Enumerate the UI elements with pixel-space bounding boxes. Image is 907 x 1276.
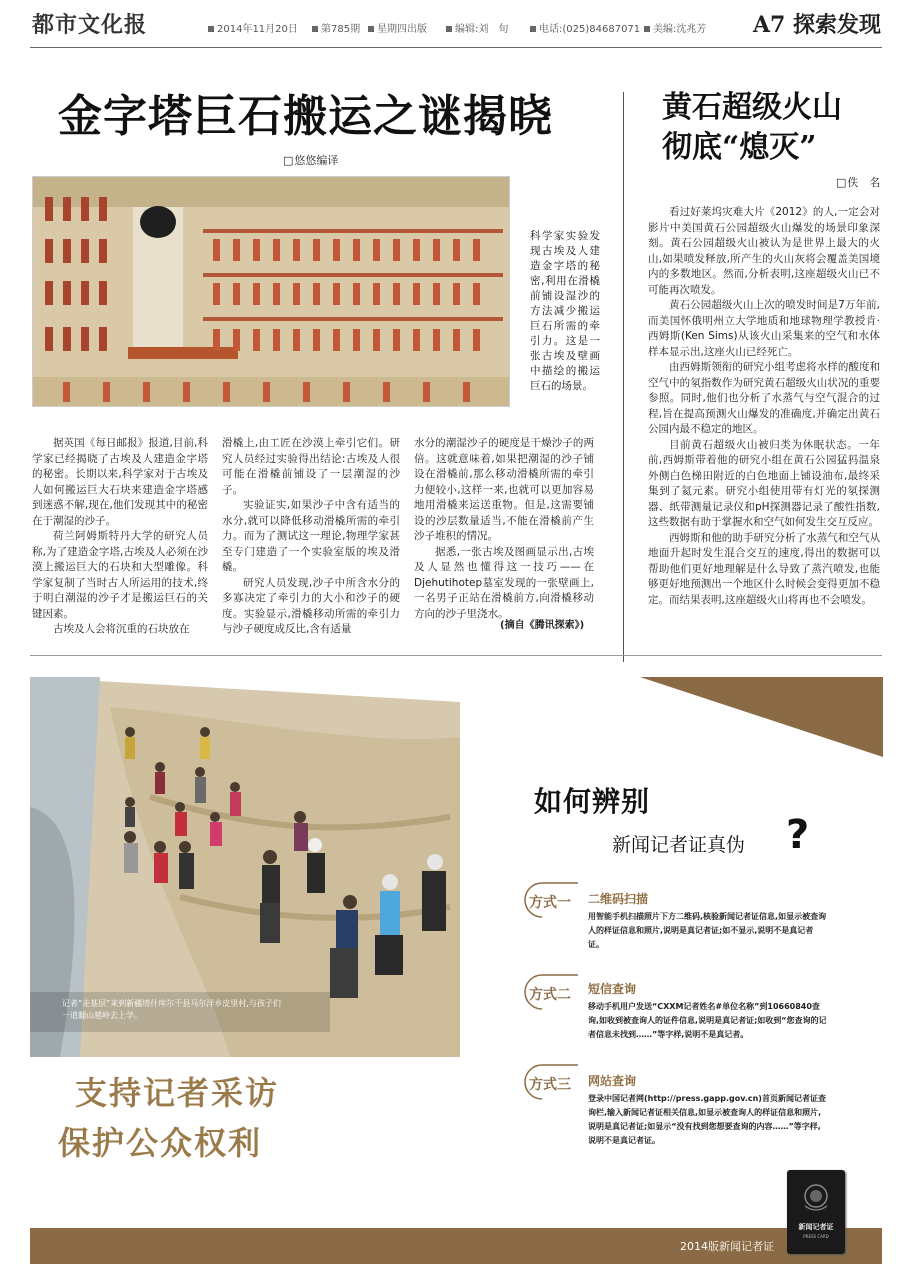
paragraph: 古埃及人会将沉重的石块放在 [53,623,190,635]
main-article-byline: □ 悠悠编译 [283,152,338,168]
decorative-brown-banner [640,677,883,757]
method-text-1: 用智能手机扫描照片下方二维码,核验新闻记者证信息,如显示被查询人的样证信息和照片,说明是真记者证;如不显示,说明不是真记者证。 [588,912,827,949]
method-badge-label: 方式二 [529,987,571,1003]
national-emblem-icon [787,1170,845,1254]
method-badge-1 [520,880,580,920]
ad-photo-caption: 记者“走基层”来到新疆塔什库尔干县马尔洋乡皮里村,与孩子们一道翻山越岭去上学。 [62,999,281,1020]
paragraph: 看过好莱坞灾难大片《2012》的人,一定会对影片中美国黄石公园超级火山爆发的场景印象深刻。黄石公园超级火山被认为是世界上最大的火山,如果喷发释放,所产生的火山灰将会覆盖美国境内的多数地区。然而,分析表明,这座超级火山已不可能再次喷发。 [648,206,880,296]
method-badge-label: 方式一 [529,895,571,911]
paragraph: 研究人员发现,沙子中所含水分的多寡决定了牵引力的大小和沙子的硬度。实验显示,滑橇移动所需的牵引力与沙子硬度成反比,含有适量 [222,576,400,635]
side-article-byline: □ 佚 名 [836,174,880,190]
egyptian-mural-photo [32,176,510,407]
main-article-column-2 [222,436,400,638]
main-article-title: 金字塔巨石搬运之谜揭晓 [58,91,553,142]
slogan-line-1: 支持记者采访 [75,1074,280,1112]
press-card-image [787,1170,845,1254]
issue-number: 第785期 [312,20,360,35]
issue-weekday: 星期四出版 [368,20,427,35]
article-source: (摘自《腾讯探索》) [500,620,585,631]
side-article-title [662,88,882,168]
phone-credit: 电话:(025)84687071 [530,20,640,35]
editor-credit: 编辑:刘 旬 [446,20,508,35]
main-article-column-1 [32,436,208,638]
ad-subtitle: 新闻记者证真伪 [612,834,746,856]
method-title-3: 网站查询 [588,1074,637,1088]
main-article-column-3 [414,436,594,622]
method-badge-label: 方式三 [529,1077,571,1093]
paragraph: 水分的潮湿沙子的硬度是干燥沙子的两倍。这就意味着,如果把潮湿的沙子铺设在滑橇前,那么移动滑橇所需的牵引力便较小,这样一来,也就可以更加容易地用滑橇来运送重物。但是,这需要铺设的沙层数量适当,不能在滑橇前产生沙子堆积的情况。 [414,437,594,542]
method-text-2: 移动手机用户发送“CXXM记者姓名#单位名称”到10660840查询,如收到被查询人的证件信息,说明是真记者证;如收到“您查询的记者信息未找到……”等字样,说明不是真记者。 [588,1002,827,1039]
paragraph: 黄石公园超级火山上次的喷发时间是7万年前,而美国怀俄明州立大学地质和地球物理学教授肯·西姆斯(Ken Sims)从该火山采集来的空气和水体样本显示出,这座火山已经死亡。 [648,299,880,358]
paragraph: 滑橇上,由工匠在沙漠上牵引它们。研究人员经过实验得出结论:古埃及人很可能在滑橇前铺设了一层潮湿的沙子。 [222,437,400,496]
mural-photo-caption: 科学家实验发现古埃及人建造金字塔的秘密,利用在滑橇前铺设湿沙的方法减少搬运巨石所需的牵引力。这是一张古埃及壁画中描绘的搬运巨石的场景。 [530,230,600,392]
paragraph: 据英国《每日邮报》报道,目前,科学家已经揭晓了古埃及人建造金字塔的秘密。长期以来,科学家对于古埃及人如何搬运巨大石块来建造金字塔感到迷惑不解,现在,他们发现其中的秘密在于潮湿的沙子。 [32,437,208,527]
side-title-line-1: 黄石超级火山 [662,90,842,125]
press-card-title: 新闻记者证 [798,1223,834,1231]
method-title-2: 短信查询 [588,982,637,996]
page-tag: A7 探索发现 [752,12,881,38]
paragraph: 据悉,一张古埃及图画显示出,古埃及人显然也懂得这一技巧——在Djehutihotep墓室发现的一张壁画上,一名男子正站在滑橇前方,向滑橇移动方向的沙子里浇水。 [414,545,594,620]
question-mark: ? [786,812,810,858]
section-rule [30,655,882,656]
designer-credit: 美编:沈兆芳 [644,20,706,35]
side-title-line-2: 彻底“熄灭” [662,130,817,165]
method-badge-2 [520,972,580,1012]
slogan-line-2: 保护公众权利 [58,1124,263,1162]
paragraph: 目前黄石超级火山被归类为休眠状态。一年前,西姆斯带着他的研究小组在黄石公园猛犸温泉外侧白色梯田附近的白色地面上铺设油布,最终采集到了氦元素。研究小组使用带有灯光的氡探测器、纸带测量记录仪和pH探测器记录了酸性指数,这些数据有助于掌握水和空气如何发生交互反应。 [648,438,880,528]
press-card-label: 2014版新闻记者证 [680,1240,774,1253]
masthead: 都市文化报 [32,12,148,38]
method-title-1: 二维码扫描 [588,892,649,906]
method-badge-3 [520,1062,580,1102]
paragraph: 西姆斯和他的助手研究分析了水蒸气和空气从地面升起时发生混合交互的速度,得出的数据可以帮助他们更好地理解是什么导致了蒸汽喷发,也能够更好地预测出一个地区什么时候会变得更加不稳定。而结果表明,这座超级火山将再也不会喷发。 [648,531,880,606]
paragraph: 由西姆斯领衔的研究小组考虑将水样的酸度和空气中的氡指数作为研究黄石超级火山状况的重要参照。同时,他们也分析了水蒸气与空气混合的过程,旨在提高预测火山爆发的准确度,并确定出黄石公园内最不稳定的地区。 [648,361,880,435]
press-card-subtitle: PRESS CARD [803,1234,829,1239]
header-rule [30,47,882,48]
side-article-body [648,205,880,608]
method-text-3: 登录中国记者网(http://press.gapp.gov.cn)首页新闻记者证查询栏,输入新闻记者证相关信息,如显示被查询人的样证信息和照片,说明是真记者证;如显示“没有找到您想要查询的内容……”等字样,说明不是真记者证。 [588,1094,826,1145]
ad-title: 如何辨别 [534,785,651,818]
paragraph: 荷兰阿姆斯特丹大学的研究人员称,为了建造金字塔,古埃及人必须在沙漠上搬运巨大的石块和大型雕像。科学家复制了当时古人所运用的技术,终于明白潮湿的沙子才是搬运巨石的关键因素。 [32,530,208,620]
paragraph: 实验证实,如果沙子中含有适当的水分,就可以降低移动滑橇所需的牵引力。而为了测试这一理论,物理学家甚至专门建造了一个实验室版的埃及滑橇。 [222,499,400,573]
issue-date: 2014年11月20日 [208,20,298,35]
column-divider [623,92,624,662]
